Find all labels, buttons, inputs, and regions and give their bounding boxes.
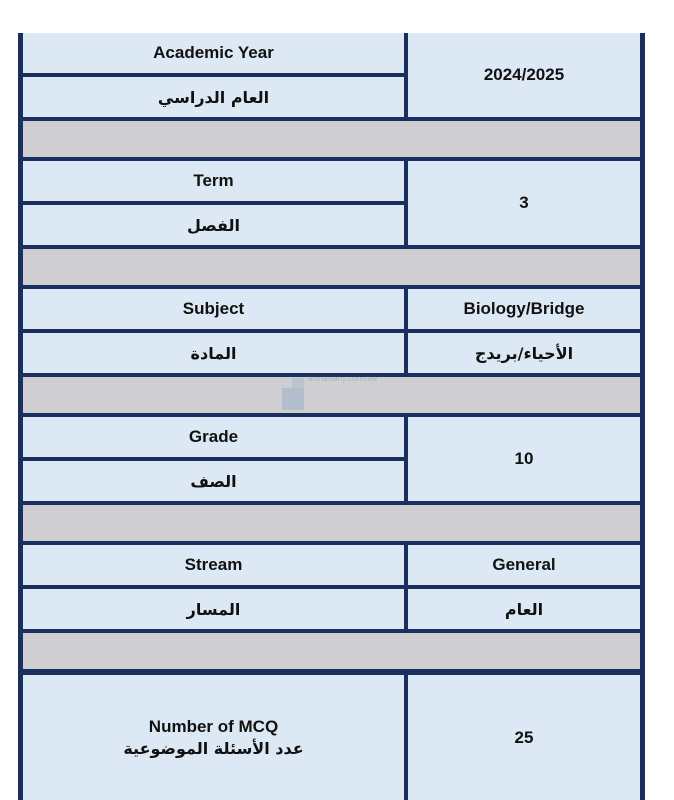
grade-label-ar <box>23 461 404 501</box>
academic-year-label <box>23 33 404 73</box>
stream-label-ar-text: المسار <box>186 599 241 619</box>
watermark-text: almanahj.com/ae <box>308 374 378 383</box>
term-value <box>408 161 640 245</box>
separator-row <box>23 505 640 541</box>
separator-row <box>23 377 640 413</box>
term-label-en: Term <box>193 171 234 190</box>
subject-label <box>23 289 404 329</box>
subject-value <box>408 289 640 329</box>
mcq-label-stack <box>123 717 303 758</box>
stream-value-en: General <box>492 555 556 574</box>
term-label-ar <box>23 205 404 245</box>
subject-label-ar <box>23 333 404 373</box>
mcq-value <box>408 675 640 800</box>
separator-row <box>23 121 640 157</box>
stream-value-ar-text: العام <box>504 599 544 619</box>
term-label <box>23 161 404 201</box>
academic-year-label-ar-text: العام الدراسي <box>157 87 270 107</box>
info-table <box>18 33 645 800</box>
subject-label-en: Subject <box>182 299 245 318</box>
grade-value <box>408 417 640 501</box>
stream-value-ar <box>408 589 640 629</box>
stream-label <box>23 545 404 585</box>
mcq-label <box>23 675 404 800</box>
grade-label <box>23 417 404 457</box>
mcq-label-en: Number of MCQ <box>148 717 279 736</box>
stream-label-en: Stream <box>184 555 243 574</box>
grade-label-en: Grade <box>188 427 239 446</box>
mcq-label-ar: عدد الأسئلة الموضوعية <box>123 739 304 758</box>
mcq-value-text: 25 <box>514 727 534 747</box>
academic-year-value <box>408 33 640 117</box>
academic-year-value-text: 2024/2025 <box>483 65 565 84</box>
grade-label-ar-text: الصف <box>190 471 237 491</box>
stream-value <box>408 545 640 585</box>
subject-value-ar <box>408 333 640 373</box>
subject-label-ar-text: المادة <box>190 343 237 363</box>
stream-label-ar <box>23 589 404 629</box>
term-label-ar-text: الفصل <box>186 215 241 235</box>
academic-year-label-en: Academic Year <box>153 43 274 62</box>
academic-year-label-ar <box>23 77 404 117</box>
subject-value-ar-text: الأحياء/بريدج <box>474 343 574 363</box>
term-value-text: 3 <box>519 193 529 212</box>
separator-row <box>23 249 640 285</box>
grade-value-text: 10 <box>514 449 534 468</box>
subject-value-en: Biology/Bridge <box>463 299 585 318</box>
separator-row <box>23 633 640 669</box>
